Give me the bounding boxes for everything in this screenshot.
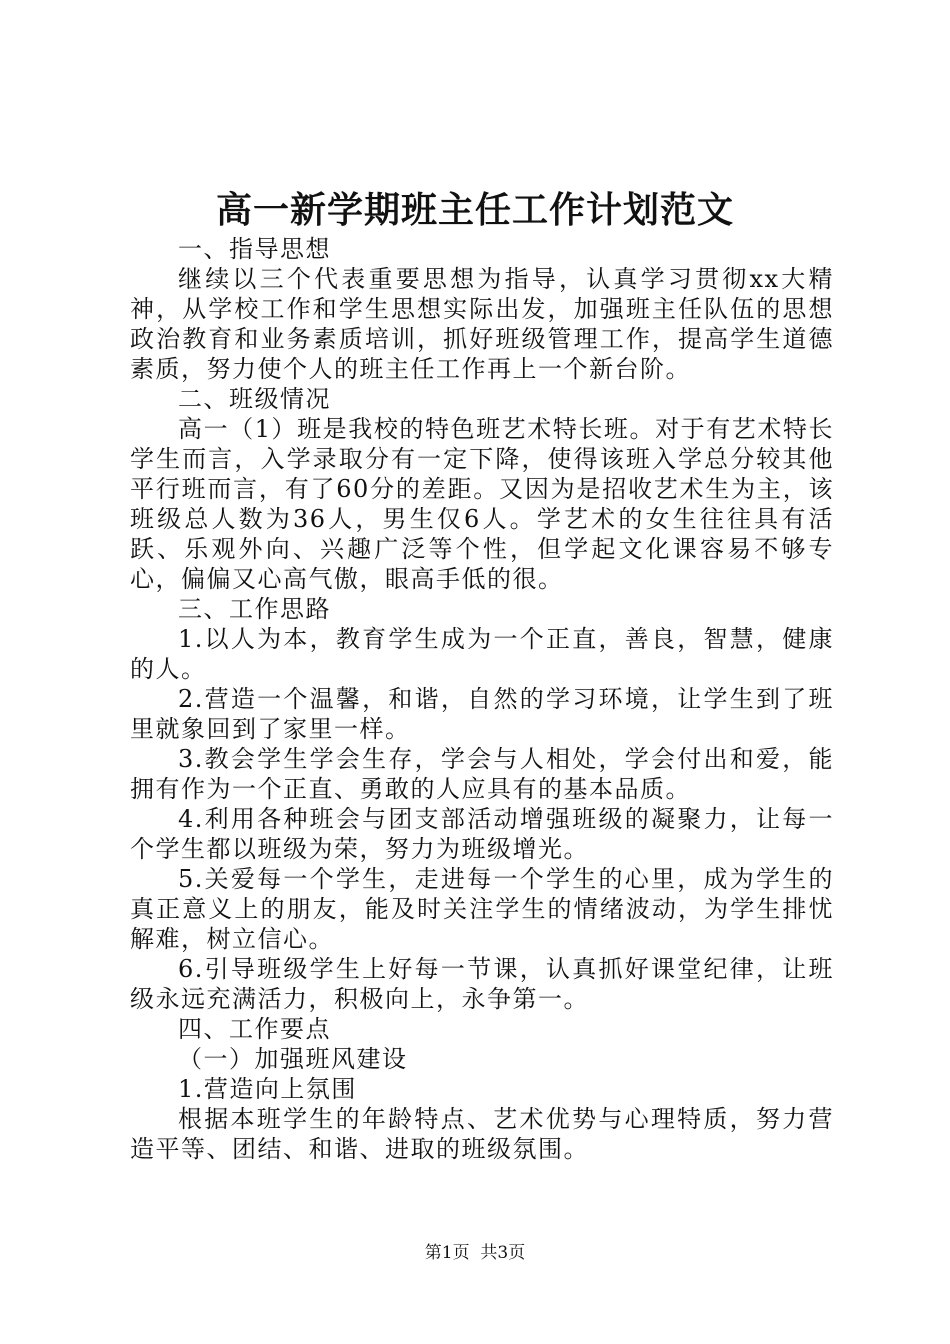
list-item: 2.营造一个温馨，和谐，自然的学习环境，让学生到了班里就象回到了家里一样。 — [130, 685, 834, 743]
page-footer — [0, 1240, 950, 1266]
subsection-heading: 1.营造向上氛围 — [178, 1075, 357, 1103]
page-number-label: 第1页 共3页 — [424, 1243, 526, 1263]
document-body — [130, 234, 834, 1164]
section-heading: 二、班级情况 — [178, 385, 331, 413]
list-item: 1.以人为本，教育学生成为一个正直，善良，智慧，健康的人。 — [130, 625, 834, 683]
paragraph: 高一（1）班是我校的特色班艺术特长班。对于有艺术特长学生而言，入学录取分有一定下降，使得该班入学总分较其他平行班而言，有了60分的差距。又因为是招收艺术生为主，该班级总人数为36人，男生仅6人。学艺术的女生往往具有活跃、乐观外向、兴趣广泛等个性，但学起文化课容易不够专心，偏偏又心高气傲，眼高手低的很。 — [130, 415, 834, 593]
list-item: 3.教会学生学会生存，学会与人相处，学会付出和爱，能拥有作为一个正直、勇敢的人应具有的基本品质。 — [130, 745, 834, 803]
paragraph: 继续以三个代表重要思想为指导，认真学习贯彻xx大精神，从学校工作和学生思想实际出发，加强班主任队伍的思想政治教育和业务素质培训，抓好班级管理工作，提高学生道德素质，努力使个人的班主任工作再上一个新台阶。 — [130, 265, 834, 383]
subsection-heading: （一）加强班风建设 — [178, 1045, 408, 1073]
paragraph: 根据本班学生的年龄特点、艺术优势与心理特质，努力营造平等、团结、和谐、进取的班级氛围。 — [130, 1105, 834, 1163]
document-title: 高一新学期班主任工作计划范文 — [215, 189, 734, 231]
list-item: 6.引导班级学生上好每一节课，认真抓好课堂纪律，让班级永远充满活力，积极向上，永争第一。 — [130, 955, 834, 1013]
section-heading: 三、工作思路 — [178, 595, 331, 623]
section-heading: 一、指导思想 — [178, 235, 331, 263]
list-item: 5.关爱每一个学生，走进每一个学生的心里，成为学生的真正意义上的朋友，能及时关注学生的情绪波动，为学生排忧解难，树立信心。 — [130, 865, 834, 953]
list-item: 4.利用各种班会与团支部活动增强班级的凝聚力，让每一个学生都以班级为荣，努力为班级增光。 — [130, 805, 834, 863]
section-heading: 四、工作要点 — [178, 1015, 331, 1043]
